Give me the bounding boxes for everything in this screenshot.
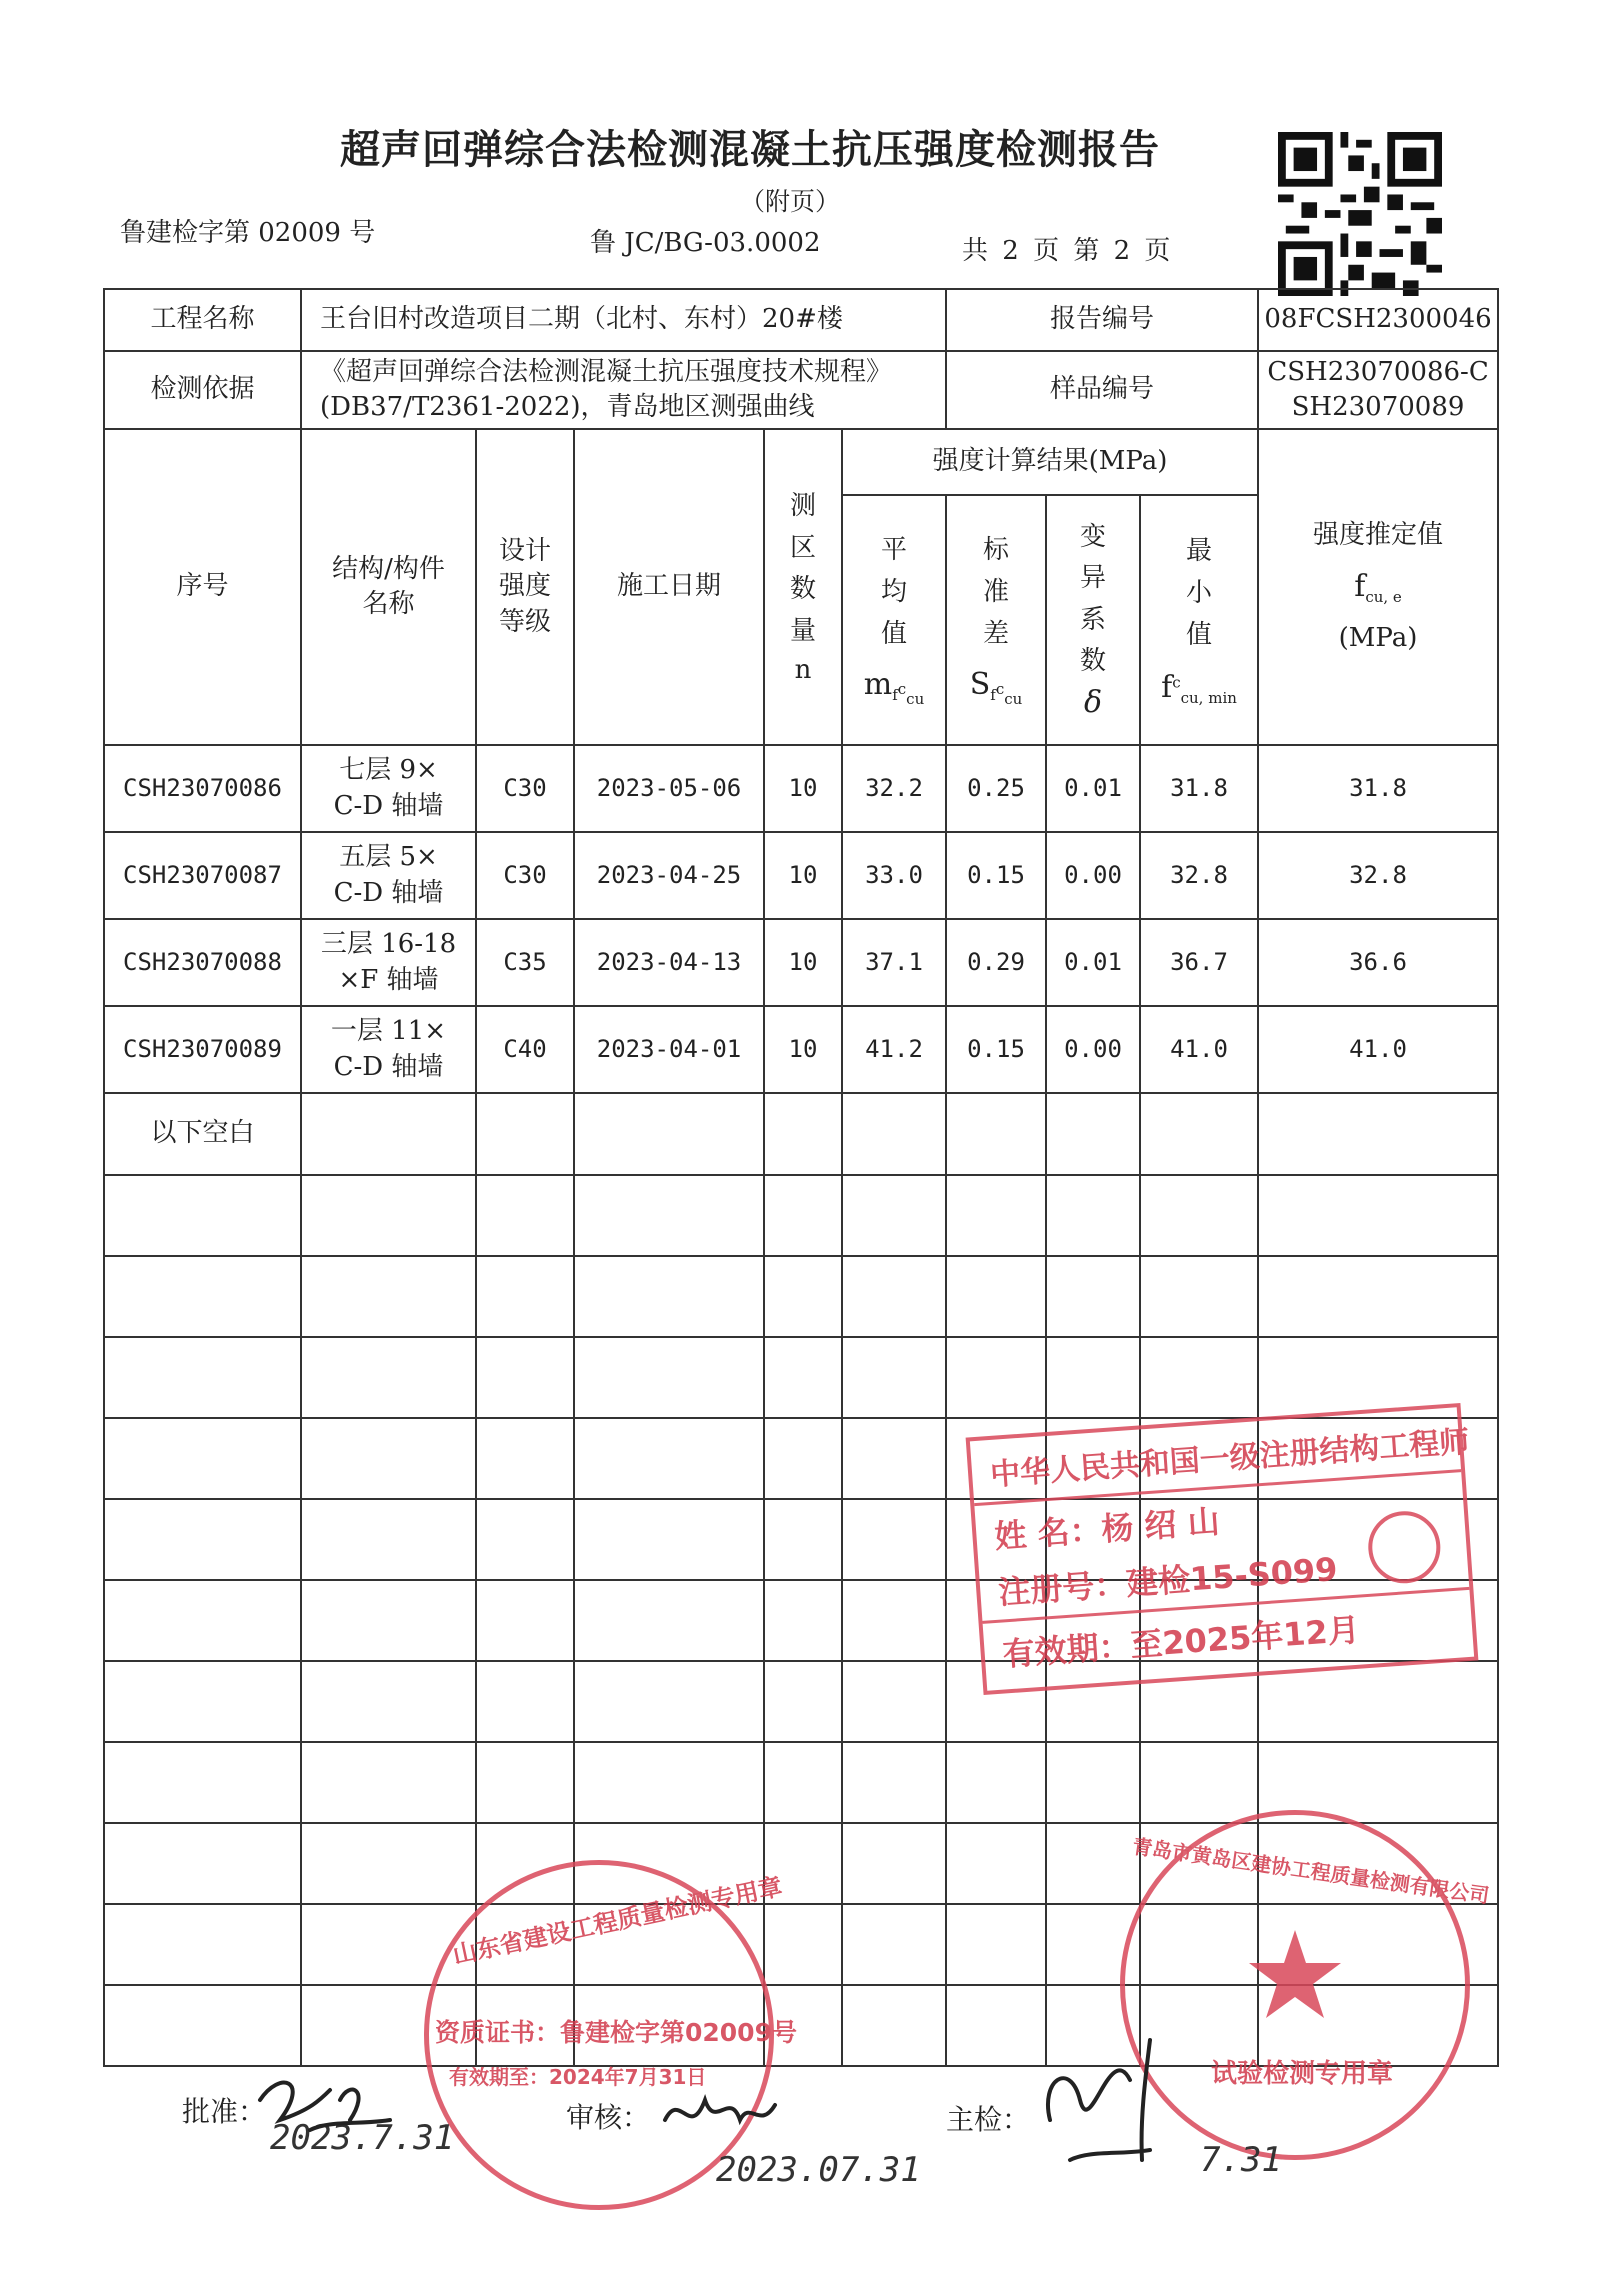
engineer-stamp-name: 姓 名：杨 绍 山 — [993, 1502, 1221, 1556]
stamp2-top: 青岛市黄岛区建协工程质量检测有限公司 — [1130, 1834, 1491, 1908]
row-min: 41.0 — [1140, 1006, 1258, 1093]
row-std: 0.15 — [946, 1006, 1046, 1093]
report-subtitle: （附页） — [740, 187, 841, 216]
row-cv: 0.01 — [1046, 745, 1140, 832]
row-min: 32.8 — [1140, 832, 1258, 919]
row-grade: C30 — [476, 745, 574, 832]
header-estimate-text: 强度推定值 — [1313, 519, 1444, 550]
row-cv: 0.01 — [1046, 919, 1140, 1006]
form-number: 鲁 JC/BG-03.0002 — [590, 228, 821, 258]
header-estimate-unit: (MPa) — [1338, 623, 1418, 654]
row-grade: C35 — [476, 919, 574, 1006]
empty-row — [104, 1175, 1498, 1256]
row-date: 2023-05-06 — [574, 745, 764, 832]
header-count — [764, 429, 842, 745]
header-seq: 序号 — [104, 429, 301, 745]
row-seq: CSH23070086 — [104, 745, 301, 832]
row-min: 31.8 — [1140, 745, 1258, 832]
row-date: 2023-04-01 — [574, 1006, 764, 1093]
empty-row — [104, 1337, 1498, 1418]
row-mean: 41.2 — [842, 1006, 946, 1093]
header-mean — [842, 495, 946, 745]
basis-value: 《超声回弹综合法检测混凝土抗压强度技术规程》(DB37/T2361-2022)，青岛地区测强曲线 — [301, 351, 946, 429]
stamp1-top: 山东省建设工程质量检测专用章 — [450, 1872, 785, 1970]
row-component: 五层 5× C-D 轴墙 — [301, 832, 476, 919]
header-estimate — [1258, 429, 1498, 745]
row-std: 0.15 — [946, 832, 1046, 919]
row-mean: 37.1 — [842, 919, 946, 1006]
approve-label: 批准： — [182, 2095, 267, 2128]
sample-number-line-1: CSH23070086-C — [1267, 356, 1489, 387]
header-min — [1140, 495, 1258, 745]
header-date: 施工日期 — [574, 429, 764, 745]
report-number-label: 报告编号 — [946, 289, 1258, 351]
header-std-symbol: $S_{f^c_{cu}}$ — [969, 667, 1023, 709]
row-grade: C30 — [476, 832, 574, 919]
basis-label: 检测依据 — [104, 351, 301, 429]
blank-note: 以下空白 — [104, 1093, 301, 1175]
header-cv-symbol: δ — [1083, 684, 1103, 720]
header-design-grade: 设计强度等级 — [476, 429, 574, 745]
engineer-emblem-icon — [1366, 1509, 1443, 1586]
results-table — [103, 288, 1499, 2067]
row-component: 一层 11× C-D 轴墙 — [301, 1006, 476, 1093]
row-count: 10 — [764, 919, 842, 1006]
sample-number-value — [1258, 351, 1498, 429]
review-label: 审核： — [566, 2101, 651, 2134]
header-component: 结构/构件名称 — [301, 429, 476, 745]
table-row — [104, 1006, 1498, 1093]
row-cv: 0.00 — [1046, 832, 1140, 919]
row-estimate: 36.6 — [1258, 919, 1498, 1006]
header-min-symbol: $f^c_{cu, min}$ — [1161, 670, 1237, 708]
check-label: 主检： — [946, 2103, 1031, 2136]
certificate-number: 鲁建检字第 02009 号 — [120, 218, 376, 248]
header-calc-group: 强度计算结果(MPa) — [842, 429, 1258, 495]
project-label: 工程名称 — [104, 289, 301, 351]
row-std: 0.25 — [946, 745, 1046, 832]
row-std: 0.29 — [946, 919, 1046, 1006]
row-component: 三层 16-18 ×F 轴墙 — [301, 919, 476, 1006]
engineer-stamp-title: 中华人民共和国一级注册结构工程师 — [989, 1424, 1471, 1493]
header-count-symbol: n — [794, 654, 812, 685]
table-row — [104, 832, 1498, 919]
table-row — [104, 919, 1498, 1006]
sample-number-line-2: SH23070089 — [1291, 392, 1465, 422]
stamp1-mid: 资质证书：鲁建检字第02009号 — [435, 2018, 797, 2047]
review-date: 2023.07.31 — [716, 2150, 921, 2190]
row-estimate: 31.8 — [1258, 745, 1498, 832]
page-info: 共 2 页 第 2 页 — [962, 236, 1171, 266]
header-mean-symbol: $m_{f^c_{cu}}$ — [863, 667, 925, 709]
approve-date: 2023.7.31 — [270, 2118, 455, 2158]
row-estimate: 32.8 — [1258, 832, 1498, 919]
check-date: 7.31 — [1200, 2140, 1282, 2180]
row-seq: CSH23070089 — [104, 1006, 301, 1093]
check-signature-icon — [1030, 2020, 1230, 2170]
empty-row — [104, 1256, 1498, 1337]
header-std-text: 标准差 — [983, 535, 1010, 649]
engineer-stamp — [966, 1403, 1479, 1695]
header-estimate-symbol: $f_{cu, e}$ — [1354, 568, 1402, 606]
row-min: 36.7 — [1140, 919, 1258, 1006]
row-component: 七层 9× C-D 轴墙 — [301, 745, 476, 832]
row-date: 2023-04-25 — [574, 832, 764, 919]
row-estimate: 41.0 — [1258, 1006, 1498, 1093]
review-signature-icon — [660, 2080, 780, 2160]
header-mean-text: 平均值 — [881, 535, 908, 649]
sample-number-label: 样品编号 — [946, 351, 1258, 429]
header-count-text: 测区数量 — [790, 491, 817, 647]
row-mean: 32.2 — [842, 745, 946, 832]
report-title: 超声回弹综合法检测混凝土抗压强度检测报告 — [340, 127, 1160, 173]
row-mean: 33.0 — [842, 832, 946, 919]
star-icon — [1245, 1925, 1345, 2025]
engineer-stamp-reg: 注册号：建检15-S099 — [997, 1550, 1339, 1612]
row-seq: CSH23070088 — [104, 919, 301, 1006]
row-count: 10 — [764, 745, 842, 832]
header-cv — [1046, 495, 1140, 745]
header-std — [946, 495, 1046, 745]
project-value: 王台旧村改造项目二期（北村、东村）20#楼 — [301, 289, 946, 351]
approve-signature-icon — [250, 2060, 430, 2170]
table-row — [104, 745, 1498, 832]
row-count: 10 — [764, 1006, 842, 1093]
row-date: 2023-04-13 — [574, 919, 764, 1006]
table-row — [104, 1093, 1498, 1175]
row-seq: CSH23070087 — [104, 832, 301, 919]
stamp1-bot: 有效期至：2024年7月31日 — [449, 2065, 707, 2089]
row-cv: 0.00 — [1046, 1006, 1140, 1093]
row-count: 10 — [764, 832, 842, 919]
engineer-stamp-valid: 有效期：至2025年12月 — [1001, 1610, 1361, 1674]
row-grade: C40 — [476, 1006, 574, 1093]
header-min-text: 最小值 — [1186, 536, 1213, 650]
stamp2-bot: 试验检测专用章 — [1211, 2059, 1394, 2089]
report-number-value: 08FCSH2300046 — [1258, 289, 1498, 351]
header-cv-text: 变异系数 — [1080, 521, 1107, 677]
qr-code-icon — [1276, 132, 1444, 296]
